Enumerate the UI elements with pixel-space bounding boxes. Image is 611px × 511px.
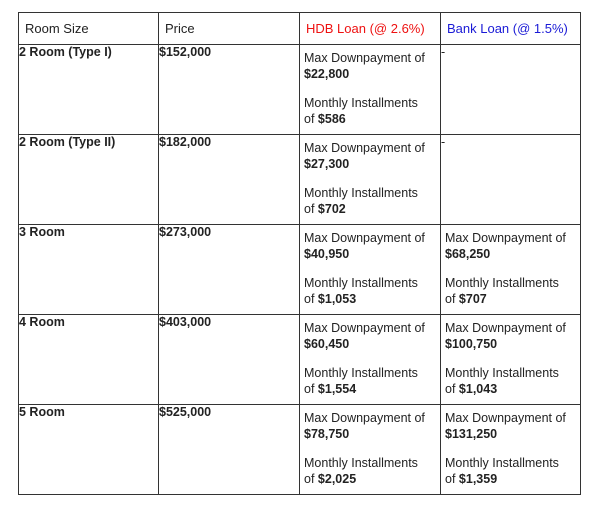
room-size-cell: 4 Room [19, 315, 159, 405]
installment-line [304, 292, 436, 308]
table-row [19, 135, 581, 225]
installment-prefix: of [304, 201, 315, 216]
room-size-cell: 5 Room [19, 405, 159, 495]
installment-line [445, 382, 576, 398]
downpayment-amount: $100,750 [445, 336, 498, 351]
installment-amount: $1,359 [458, 471, 498, 486]
installment-label: Monthly Installments [445, 276, 559, 290]
table-row [19, 405, 581, 495]
hdb-loan-cell [300, 315, 441, 405]
hdb-loan-header: HDB Loan (@ 2.6%) [300, 13, 441, 45]
downpayment-label: Max Downpayment of [445, 411, 566, 425]
installment-line [445, 472, 576, 488]
downpayment-label: Max Downpayment of [304, 51, 425, 65]
price-cell: $182,000 [159, 135, 300, 225]
downpayment-amount: $22,800 [304, 66, 350, 81]
downpayment-amount: $40,950 [304, 246, 350, 261]
room-size-cell: 2 Room (Type II) [19, 135, 159, 225]
hdb-loan-cell [300, 45, 441, 135]
installment-prefix: of [445, 381, 456, 396]
installment-prefix: of [445, 291, 456, 306]
installment-amount: $586 [317, 111, 346, 126]
hdb-loan-details [300, 45, 440, 127]
installment-line [304, 112, 436, 128]
hdb-loan-cell [300, 225, 441, 315]
table-row [19, 225, 581, 315]
spacer [445, 352, 576, 366]
downpayment-label: Max Downpayment of [304, 231, 425, 245]
price-cell: $403,000 [159, 315, 300, 405]
hdb-loan-details [300, 315, 440, 397]
spacer [304, 82, 436, 96]
downpayment-label: Max Downpayment of [445, 321, 566, 335]
downpayment-label: Max Downpayment of [304, 141, 425, 155]
hdb-loan-details [300, 225, 440, 307]
downpayment-amount: $60,450 [304, 336, 350, 351]
installment-prefix: of [445, 471, 456, 486]
downpayment-label: Max Downpayment of [304, 321, 425, 335]
bank-loan-details [441, 405, 580, 487]
spacer [304, 172, 436, 186]
spacer [304, 262, 436, 276]
hdb-loan-details [300, 405, 440, 487]
bank-loan-cell [441, 225, 581, 315]
installment-label: Monthly Installments [304, 366, 418, 380]
installment-line [304, 472, 436, 488]
installment-prefix: of [304, 471, 315, 486]
installment-amount: $2,025 [317, 471, 357, 486]
installment-label: Monthly Installments [445, 456, 559, 470]
installment-label: Monthly Installments [304, 456, 418, 470]
price-header: Price [159, 13, 300, 45]
room-size-cell: 3 Room [19, 225, 159, 315]
spacer [304, 442, 436, 456]
hdb-loan-details [300, 135, 440, 217]
installment-prefix: of [304, 111, 315, 126]
bank-loan-cell [441, 405, 581, 495]
bank-loan-empty-cell: - [441, 45, 581, 135]
table-row [19, 315, 581, 405]
spacer [445, 262, 576, 276]
bank-loan-details [441, 225, 580, 307]
table-row [19, 45, 581, 135]
downpayment-amount: $27,300 [304, 156, 350, 171]
downpayment-label: Max Downpayment of [304, 411, 425, 425]
installment-prefix: of [304, 291, 315, 306]
flat-price-table [18, 12, 581, 495]
downpayment-amount: $68,250 [445, 246, 491, 261]
bank-loan-header: Bank Loan (@ 1.5%) [441, 13, 581, 45]
bank-loan-details [441, 315, 580, 397]
installment-amount: $1,554 [317, 381, 357, 396]
installment-amount: $1,043 [458, 381, 498, 396]
hdb-loan-cell [300, 405, 441, 495]
installment-amount: $1,053 [317, 291, 357, 306]
installment-line [304, 202, 436, 218]
installment-line [304, 382, 436, 398]
room-size-cell: 2 Room (Type I) [19, 45, 159, 135]
price-cell: $152,000 [159, 45, 300, 135]
table-body [19, 45, 581, 495]
price-cell: $273,000 [159, 225, 300, 315]
spacer [304, 352, 436, 366]
hdb-loan-cell [300, 135, 441, 225]
spacer [445, 442, 576, 456]
room-size-header: Room Size [19, 13, 159, 45]
bank-loan-empty-cell: - [441, 135, 581, 225]
installment-amount: $702 [317, 201, 346, 216]
downpayment-amount: $131,250 [445, 426, 498, 441]
installment-prefix: of [304, 381, 315, 396]
installment-label: Monthly Installments [304, 186, 418, 200]
table-header-row [19, 13, 581, 45]
downpayment-label: Max Downpayment of [445, 231, 566, 245]
price-cell: $525,000 [159, 405, 300, 495]
installment-amount: $707 [458, 291, 487, 306]
installment-label: Monthly Installments [445, 366, 559, 380]
downpayment-amount: $78,750 [304, 426, 350, 441]
bank-loan-cell [441, 315, 581, 405]
installment-label: Monthly Installments [304, 276, 418, 290]
installment-line [445, 292, 576, 308]
installment-label: Monthly Installments [304, 96, 418, 110]
